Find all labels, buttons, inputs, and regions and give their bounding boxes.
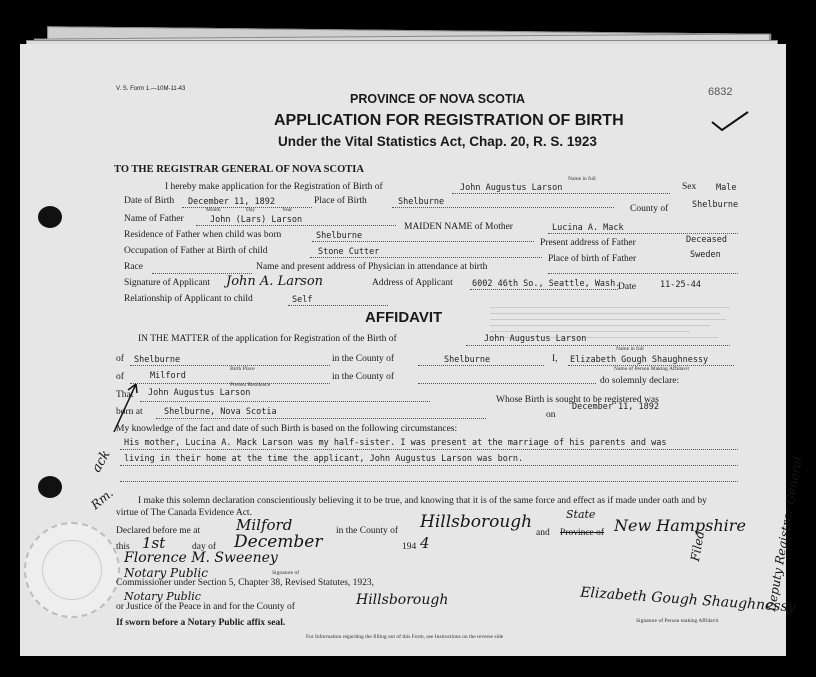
dotted-line: [548, 273, 738, 274]
checkmark-icon: [710, 110, 750, 132]
affidavit-heading: AFFIDAVIT: [365, 309, 443, 326]
form-subtitle: Under the Vital Statistics Act, Chap. 20, R. S. 1923: [278, 134, 597, 149]
dotted-line: [470, 289, 618, 290]
circumstance-line-2: living in their home at the time the applicant, John Augustus Larson was born.: [124, 454, 524, 464]
applicant-address-value: 6002 46th So., Seattle, Wash.: [472, 279, 621, 289]
residence-label: Residence of Father when child was born: [124, 230, 282, 240]
commissioner-label: Commissioner under Section 5, Chapter 38, Revised Statutes, 1923,: [116, 578, 375, 588]
notary-title-2: Notary Public: [124, 590, 201, 603]
dotted-line: [312, 241, 534, 242]
occupation-value: Stone Cutter: [318, 247, 380, 257]
state-label: State: [566, 508, 596, 521]
deputy-registrar-notation: Deputy Registrar General: [764, 455, 806, 613]
declared-label: Declared before me at: [116, 526, 201, 536]
sworn-label: If sworn before a Notary Public affix seal.: [116, 618, 286, 628]
province-heading: PROVINCE OF NOVA SCOTIA: [350, 92, 526, 106]
affiant-signature: Elizabeth Gough Shaughnessy: [579, 584, 797, 616]
margin-note-rm: Rm.: [88, 485, 116, 513]
of2-value: Milford: [150, 371, 186, 381]
sex-label: Sex: [682, 182, 697, 192]
filed-notation: Filed: [688, 529, 708, 563]
born-at-label: born at: [116, 407, 143, 417]
month-hint: Month: [206, 207, 221, 213]
of-label: of: [116, 354, 124, 364]
dotted-line: [548, 233, 738, 234]
father-label: Name of Father: [124, 214, 184, 224]
physician-label: Name and present address of Physician in attendance at birth: [256, 262, 488, 272]
signature-hint: Signature of: [272, 570, 300, 576]
applicant-address-label: Address of Applicant: [372, 278, 453, 288]
bleed-through: [490, 302, 740, 362]
on-label: on: [546, 410, 556, 420]
birth-place-hint: Birth Place: [230, 366, 255, 372]
applicant-signature: John A. Larson: [226, 274, 324, 289]
dotted-line: [288, 305, 388, 306]
justice-label: or Justice of the Peace in and for the County of: [116, 602, 295, 612]
notary-title: Notary Public: [124, 566, 208, 580]
signature-label: Signature of Applicant: [124, 278, 211, 288]
solemn-line-1: I make this solemn declaration conscientiously believing it to be true, and knowing that it is of the same force and effect as if made under oath and by: [138, 496, 707, 506]
child-name-value: John Augustus Larson: [460, 183, 563, 193]
dotted-line: [310, 257, 542, 258]
dotted-line: [140, 401, 430, 402]
margin-note-ack: ack: [89, 447, 114, 476]
county3-value: Hillsborough: [420, 512, 533, 532]
notary-name: Florence M. Sweeney: [124, 550, 278, 566]
form-number: V. S. Form 1.—10M-11-43: [116, 86, 186, 92]
year-prefix: 194: [402, 542, 417, 552]
in-county-label: in the County of: [332, 354, 395, 364]
margin-arrow-icon: [110, 380, 140, 434]
affiant-signature-hint: Signature of Person making Affidavit: [636, 618, 719, 624]
in-county2-label: in the County of: [332, 372, 395, 382]
relationship-label: Relationship of Applicant to child: [124, 294, 253, 304]
knowledge-label: My knowledge of the fact and date of such Birth is based on the following circumstances:: [116, 424, 458, 434]
mother-label: MAIDEN NAME of Mother: [404, 222, 513, 232]
dob-value: December 11, 1892: [188, 197, 275, 207]
county-label: County of: [630, 204, 669, 214]
born-at-value: Shelburne, Nova Scotia: [164, 407, 277, 417]
dotted-line: [418, 365, 544, 366]
relationship-value: Self: [292, 295, 313, 305]
solemn-line-2: virtue of The Canada Evidence Act.: [116, 508, 252, 518]
dotted-line: [418, 383, 596, 384]
justice-county: Hillsborough: [356, 592, 449, 608]
date-label: Date: [618, 282, 636, 292]
state-value: New Hampshire: [614, 516, 746, 535]
present-address-label: Present address of Father: [540, 238, 636, 248]
day-value: 1st: [142, 534, 166, 552]
dotted-line: [120, 449, 738, 450]
i-label: I,: [552, 354, 558, 364]
year-value: 4: [420, 534, 430, 552]
dob-label: Date of Birth: [124, 196, 175, 206]
date-value: 11-25-44: [660, 280, 701, 290]
intro-label: I hereby make application for the Registration of Birth of: [165, 182, 383, 192]
that-value: John Augustus Larson: [148, 388, 251, 398]
residence-value: Shelburne: [316, 231, 363, 241]
footer-info: For Information regarding the filling out of this Form, see Instructions on the reverse side: [306, 634, 504, 640]
dotted-line: [156, 418, 486, 419]
matter-name-value: John Augustus Larson: [484, 334, 587, 344]
that-label: That: [116, 390, 134, 400]
file-number: 6832: [708, 86, 733, 98]
affiant-hint: Name of Person Making Affidavit: [614, 366, 690, 372]
whose-birth-label: Whose Birth is sought to be registered was: [496, 395, 659, 405]
year-hint: Year: [282, 207, 293, 213]
county-value: Shelburne: [692, 200, 739, 210]
declared-at-value: Milford: [236, 516, 293, 534]
of-value: Shelburne: [134, 355, 181, 365]
dotted-line: [452, 193, 670, 194]
dotted-line: [392, 207, 614, 208]
birth-registration-form: [20, 44, 806, 656]
registrar-heading: TO THE REGISTRAR GENERAL OF NOVA SCOTIA: [114, 164, 364, 175]
day-of-label: day of: [192, 542, 217, 552]
present-residence-hint: Present Residence: [230, 382, 271, 388]
name-hint: Name in full: [568, 176, 596, 182]
in-county-value: Shelburne: [444, 355, 491, 365]
present-address-value: Deceased: [686, 235, 727, 245]
dotted-line: [466, 345, 730, 346]
province-label: Province of: [560, 528, 605, 538]
dotted-line: [120, 465, 738, 466]
declare-label: do solemnly declare:: [600, 376, 680, 386]
form-title: APPLICATION FOR REGISTRATION OF BIRTH: [274, 112, 624, 129]
dotted-line: [196, 225, 396, 226]
and-label: and: [536, 528, 550, 538]
affiant-name-value: Elizabeth Gough Shaughnessy: [570, 355, 709, 365]
circumstance-line-1: His mother, Lucina A. Mack Larson was my half-sister. I was present at the marriage of his parents and was: [124, 438, 667, 448]
matter-label: IN THE MATTER of the application for Registration of the Birth of: [138, 334, 397, 344]
occupation-label: Occupation of Father at Birth of child: [124, 246, 268, 256]
this-label: this: [116, 542, 130, 552]
name-hint: Name in full: [616, 346, 644, 352]
race-label: Race: [124, 262, 143, 272]
sex-value: Male: [716, 183, 737, 193]
mother-value: Lucina A. Mack: [552, 223, 624, 233]
dotted-line: [120, 481, 738, 482]
place-label: Place of Birth: [314, 196, 367, 206]
father-birthplace-value: Sweden: [690, 250, 721, 260]
month-value: December: [234, 532, 323, 552]
in-county3-label: in the County of: [336, 526, 399, 536]
father-birthplace-label: Place of birth of Father: [548, 254, 637, 264]
of2-label: of: [116, 372, 124, 382]
place-value: Shelburne: [398, 197, 445, 207]
punch-hole: [38, 476, 62, 498]
notary-seal: [24, 522, 120, 618]
day-hint: Day: [246, 207, 256, 213]
on-value: December 11, 1892: [572, 402, 659, 412]
father-value: John (Lars) Larson: [210, 215, 303, 225]
punch-hole: [38, 206, 62, 228]
